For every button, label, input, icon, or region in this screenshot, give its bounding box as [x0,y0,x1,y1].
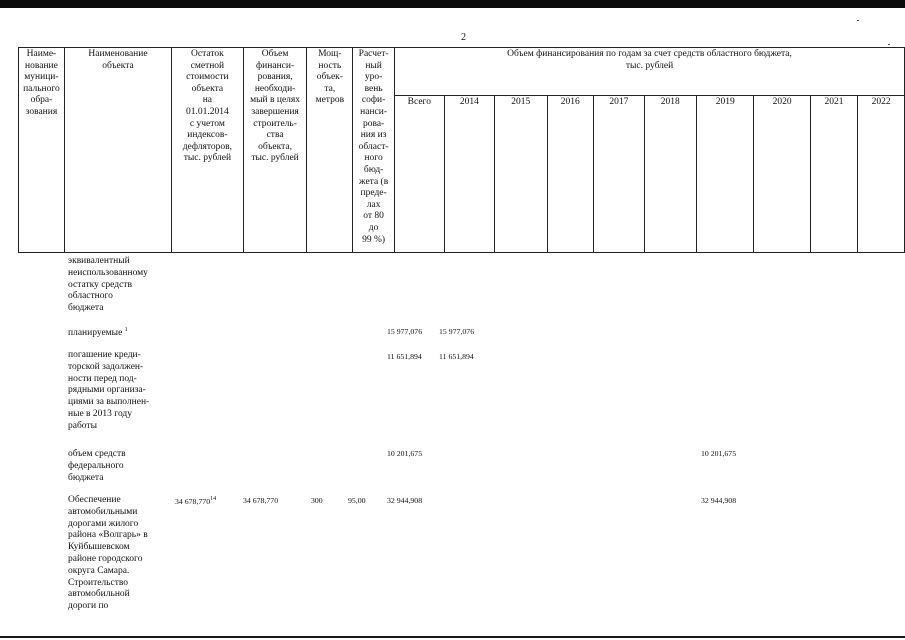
footnote-mark: 14 [210,496,217,502]
row-unused-balance-label: эквивалентный неиспользованному остатку средств областного бюджета [68,256,148,314]
header-municipality [19,48,65,253]
scan-speck [857,20,859,21]
header-cofinancing-text: Расчет- ный уро- вень софи- нанси- рова- ния из област- ного бюд- жета (в преде- лах от 80 до 99 %) [358,49,389,245]
row-road-project-balance-value: 34 678,770 [175,497,211,506]
header-year-label: 2016 [560,97,580,107]
row-road-project-cofinancing: 95,00 [348,496,366,505]
header-year-label: 2020 [772,97,792,107]
header-balance-text: Остаток сметной стоимости объекта на 01.01.2014 с учетом индексов- дефляторов, тыс. рублей [182,49,233,164]
header-year-2014 [444,96,494,253]
header-year-2018 [644,96,696,253]
header-capacity-text: Мощ- ность объек- та, метров [315,49,345,106]
header-year-label: 2015 [511,97,531,107]
row-road-project-balance [175,494,216,507]
row-road-project-label: Обеспечение автомобильными дорогами жилого района «Волгарь» в Куйбышевском районе городского округа Самара. Строительство автомобильной дороги по [68,495,148,612]
header-year-2017 [594,96,644,253]
header-object-name [64,48,171,253]
row-federal-funds-2019: 10 201,675 [701,449,737,458]
row-debt-repayment-label: погашение креди- торской задолжен- ности перед под- рядными организа- циями за выполнен- ные в 2013 году работы [68,350,150,431]
row-unused-balance-text [68,256,176,315]
header-funding-by-year-text: Объем финансирования по годам за счет средств областного бюджета, тыс. рублей [507,49,792,71]
row-road-project-2019: 32 944,908 [701,496,737,505]
row-federal-funds-text [68,449,176,484]
header-balance [172,48,244,253]
header-year-2020 [754,96,810,253]
row-road-project-text [68,495,176,613]
row-debt-repayment-total: 11 651,894 [387,352,422,361]
row-planned-label: планируемые [68,328,123,338]
row-road-project-funding-volume: 34 678,770 [243,496,279,505]
row-federal-funds-total: 10 201,675 [387,449,423,458]
header-funding-by-year [395,48,905,96]
header-cofinancing-level [353,48,395,253]
header-capacity [307,48,353,253]
header-year-label: 2019 [715,97,735,107]
row-planned-text [68,325,176,340]
header-year-2016 [547,96,594,253]
header-year-2021 [810,96,858,253]
header-year-2015 [495,96,547,253]
scan-top-edge [0,0,905,8]
footnote-mark: 1 [124,327,128,333]
header-year-label: 2017 [609,97,629,107]
header-year-label: 2022 [871,97,891,107]
row-road-project-total: 32 944,908 [387,496,423,505]
header-object-name-text: Наименование объекта [88,49,148,71]
scan-speck [888,44,890,45]
funding-table-header [18,47,905,253]
header-year-2019 [697,96,754,253]
header-year-total [395,96,445,253]
header-municipality-text: Наиме- нование муници- пального обра- зования [23,49,60,117]
header-year-label: 2021 [824,97,844,107]
header-year-label: Всего [407,97,431,107]
header-year-2022 [858,96,905,253]
row-debt-repayment-text [68,350,176,433]
header-funding-volume [243,48,307,253]
row-planned-total: 15 977,076 [387,327,423,336]
row-road-project-capacity: 300 [311,496,323,505]
row-planned-2014: 15 977,076 [439,327,475,336]
row-debt-repayment-2014: 11 651,894 [439,352,474,361]
row-federal-funds-label: объем средств федерального бюджета [68,449,126,483]
header-year-label: 2014 [459,97,479,107]
header-year-label: 2018 [660,97,680,107]
page-number: 2 [461,32,466,43]
header-funding-volume-text: Объем финанси- рования, необходи- мый в целях завершения строитель- ства объекта, тыс. рублей [250,49,301,164]
page-bottom-rule [0,636,905,638]
